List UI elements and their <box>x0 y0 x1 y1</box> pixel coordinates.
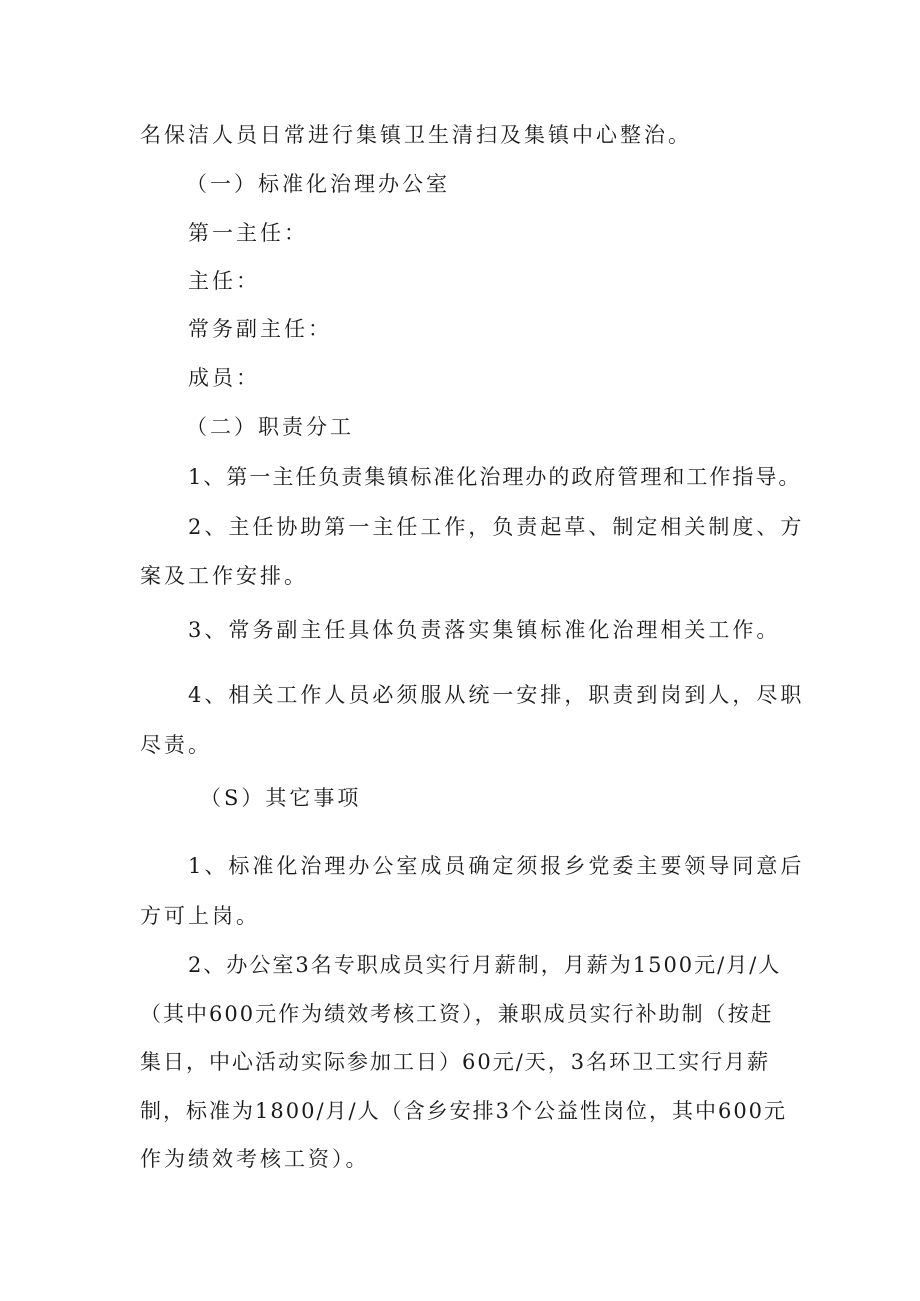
text-line: 第一主任： <box>188 221 308 245</box>
text-line: 1、第一主任负责集镇标准化治理办的政府管理和工作指导。 <box>188 465 802 489</box>
text-line: 常务副主任： <box>188 317 332 341</box>
text-line: 制，标准为1800/月/人（含乡安排3个公益性岗位，其中600元 <box>140 1099 788 1123</box>
text-line: 集日，中心活动实际参加工日）60元/天，3名环卫工实行月薪 <box>140 1050 771 1074</box>
text-line: （其中600元作为绩效考核工资），兼职成员实行补助制（按赶 <box>140 1002 774 1026</box>
text-line: 尽责。 <box>140 733 212 757</box>
text-line: 名保洁人员日常进行集镇卫生清扫及集镇中心整治。 <box>140 123 692 147</box>
text-line: 案及工作安排。 <box>140 564 308 588</box>
text-line: 2、办公室3名专职成员实行月薪制，月薪为1500元/月/人 <box>188 953 782 977</box>
text-line: 成员： <box>188 366 260 390</box>
text-line: 4、相关工作人员必须服从统一安排，职责到岗到人，尽职 <box>188 683 805 707</box>
text-line: 3、常务副主任具体负责落实集镇标准化治理相关工作。 <box>188 618 781 642</box>
section-heading-other: （S）其它事项 <box>200 786 362 810</box>
section-heading-office: （一）标准化治理办公室 <box>186 172 450 196</box>
text-line: 方可上岗。 <box>140 904 260 928</box>
text-line: 作为绩效考核工资）。 <box>140 1147 370 1171</box>
text-line: 2、主任协助第一主任工作，负责起草、制定相关制度、方 <box>188 515 805 539</box>
text-line: 主任： <box>188 269 260 293</box>
section-heading-duties: （二）职责分工 <box>186 415 354 439</box>
text-line: 1、标准化治理办公室成员确定须报乡党委主要领导同意后 <box>188 854 805 878</box>
